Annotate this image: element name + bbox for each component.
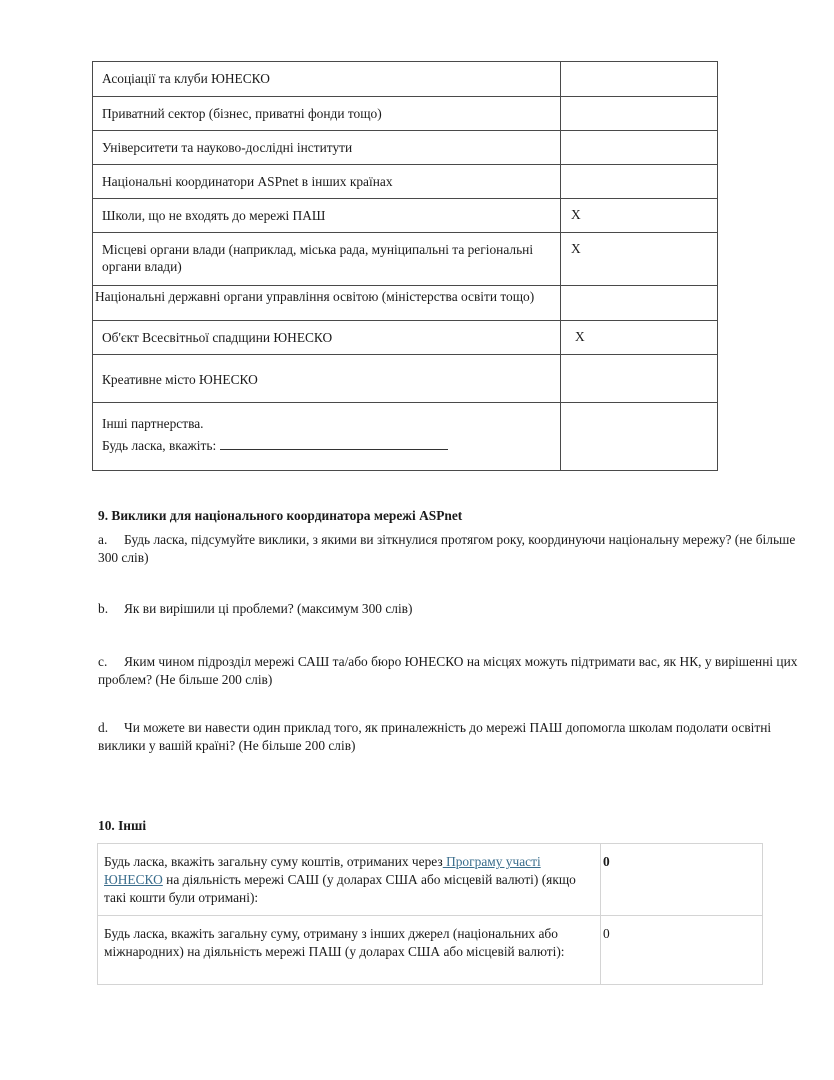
row-label: Приватний сектор (бізнес, приватні фонди тощо) bbox=[93, 97, 561, 131]
question-d bbox=[98, 719, 818, 755]
question-marker: c. bbox=[98, 654, 108, 669]
row-label: Університети та науково-дослідні інститути bbox=[93, 131, 561, 165]
question-text: Будь ласка, підсумуйте виклики, з якими ви зіткнулися протягом року, координуючи національну мережу? (не більше 300 слів) bbox=[98, 532, 796, 565]
table-row bbox=[93, 199, 718, 233]
table-row bbox=[98, 916, 763, 985]
table-row bbox=[98, 844, 763, 916]
question-c bbox=[98, 653, 818, 689]
specify-label: Будь ласка, вкажіть: bbox=[102, 438, 217, 453]
question-text: Як ви вирішили ці проблеми? (максимум 300 слів) bbox=[124, 601, 413, 616]
row-value[interactable] bbox=[561, 355, 718, 403]
row-label: Будь ласка, вкажіть загальну суму, отриману з інших джерел (національних або міжнародних) на діяльність мережі ПАШ (у доларах США або місцевій валюті): bbox=[98, 916, 601, 985]
partners-table bbox=[92, 61, 718, 471]
table-row bbox=[93, 97, 718, 131]
row-value[interactable]: X bbox=[561, 199, 718, 233]
participation-programme-link[interactable]: Програму участі ЮНЕСКО bbox=[104, 854, 541, 887]
row-label: Будь ласка, вкажіть загальну суму коштів, отриманих через Програму участі ЮНЕСКО на діяльність мережі САШ (у доларах США або місцевій валюті) (якщо такі кошти були отримані): bbox=[98, 844, 601, 916]
question-marker: a. bbox=[98, 532, 108, 547]
other-partnerships-cell bbox=[93, 403, 561, 471]
row-value[interactable]: X bbox=[561, 233, 718, 286]
row-label: Місцеві органи влади (наприклад, міська рада, муніципальні та регіональні органи влади) bbox=[93, 233, 561, 286]
question-a bbox=[98, 531, 818, 567]
funding-table bbox=[97, 843, 763, 985]
section-9-title: 9. Виклики для національного координатора мережі ASPnet bbox=[98, 508, 463, 523]
question-text: Яким чином підрозділ мережі САШ та/або бюро ЮНЕСКО на місцях можуть підтримати вас, як НК, у вирішенні цих проблем? (Не більше 200 слів) bbox=[98, 654, 798, 687]
row-value[interactable]: 0 bbox=[601, 916, 763, 985]
row-label: Асоціації та клуби ЮНЕСКО bbox=[93, 62, 561, 97]
row-value[interactable] bbox=[561, 403, 718, 471]
row-value[interactable] bbox=[561, 62, 718, 97]
table-row bbox=[93, 286, 718, 321]
row-label: Інші партнерства. bbox=[102, 416, 204, 431]
section-10-title: 10. Інші bbox=[98, 818, 147, 833]
row-value[interactable]: 0 bbox=[601, 844, 763, 916]
table-row bbox=[93, 233, 718, 286]
question-marker: d. bbox=[98, 720, 109, 735]
row-label: Національні державні органи управління освітою (міністерства освіти тощо) bbox=[93, 286, 561, 321]
row-value[interactable] bbox=[561, 165, 718, 199]
row-value[interactable] bbox=[561, 131, 718, 165]
row-value[interactable] bbox=[561, 286, 718, 321]
table-row bbox=[93, 131, 718, 165]
row-label: Школи, що не входять до мережі ПАШ bbox=[93, 199, 561, 233]
table-row bbox=[93, 165, 718, 199]
table-row bbox=[93, 403, 718, 471]
question-marker: b. bbox=[98, 601, 109, 616]
row-label: Креативне місто ЮНЕСКО bbox=[93, 355, 561, 403]
table-row bbox=[93, 355, 718, 403]
row-value[interactable]: X bbox=[561, 321, 718, 355]
question-text: Чи можете ви навести один приклад того, як приналежність до мережі ПАШ допомогла школам подолати освітні виклики у вашій країні? (Не більше 200 слів) bbox=[98, 720, 772, 753]
specify-line bbox=[102, 435, 552, 457]
question-b bbox=[98, 600, 818, 618]
row-label: Об'єкт Всесвітньої спадщини ЮНЕСКО bbox=[93, 321, 561, 355]
row-value[interactable] bbox=[561, 97, 718, 131]
row-label: Національні координатори ASPnet в інших країнах bbox=[93, 165, 561, 199]
table-row bbox=[93, 62, 718, 97]
specify-input[interactable] bbox=[220, 437, 448, 450]
table-row bbox=[93, 321, 718, 355]
